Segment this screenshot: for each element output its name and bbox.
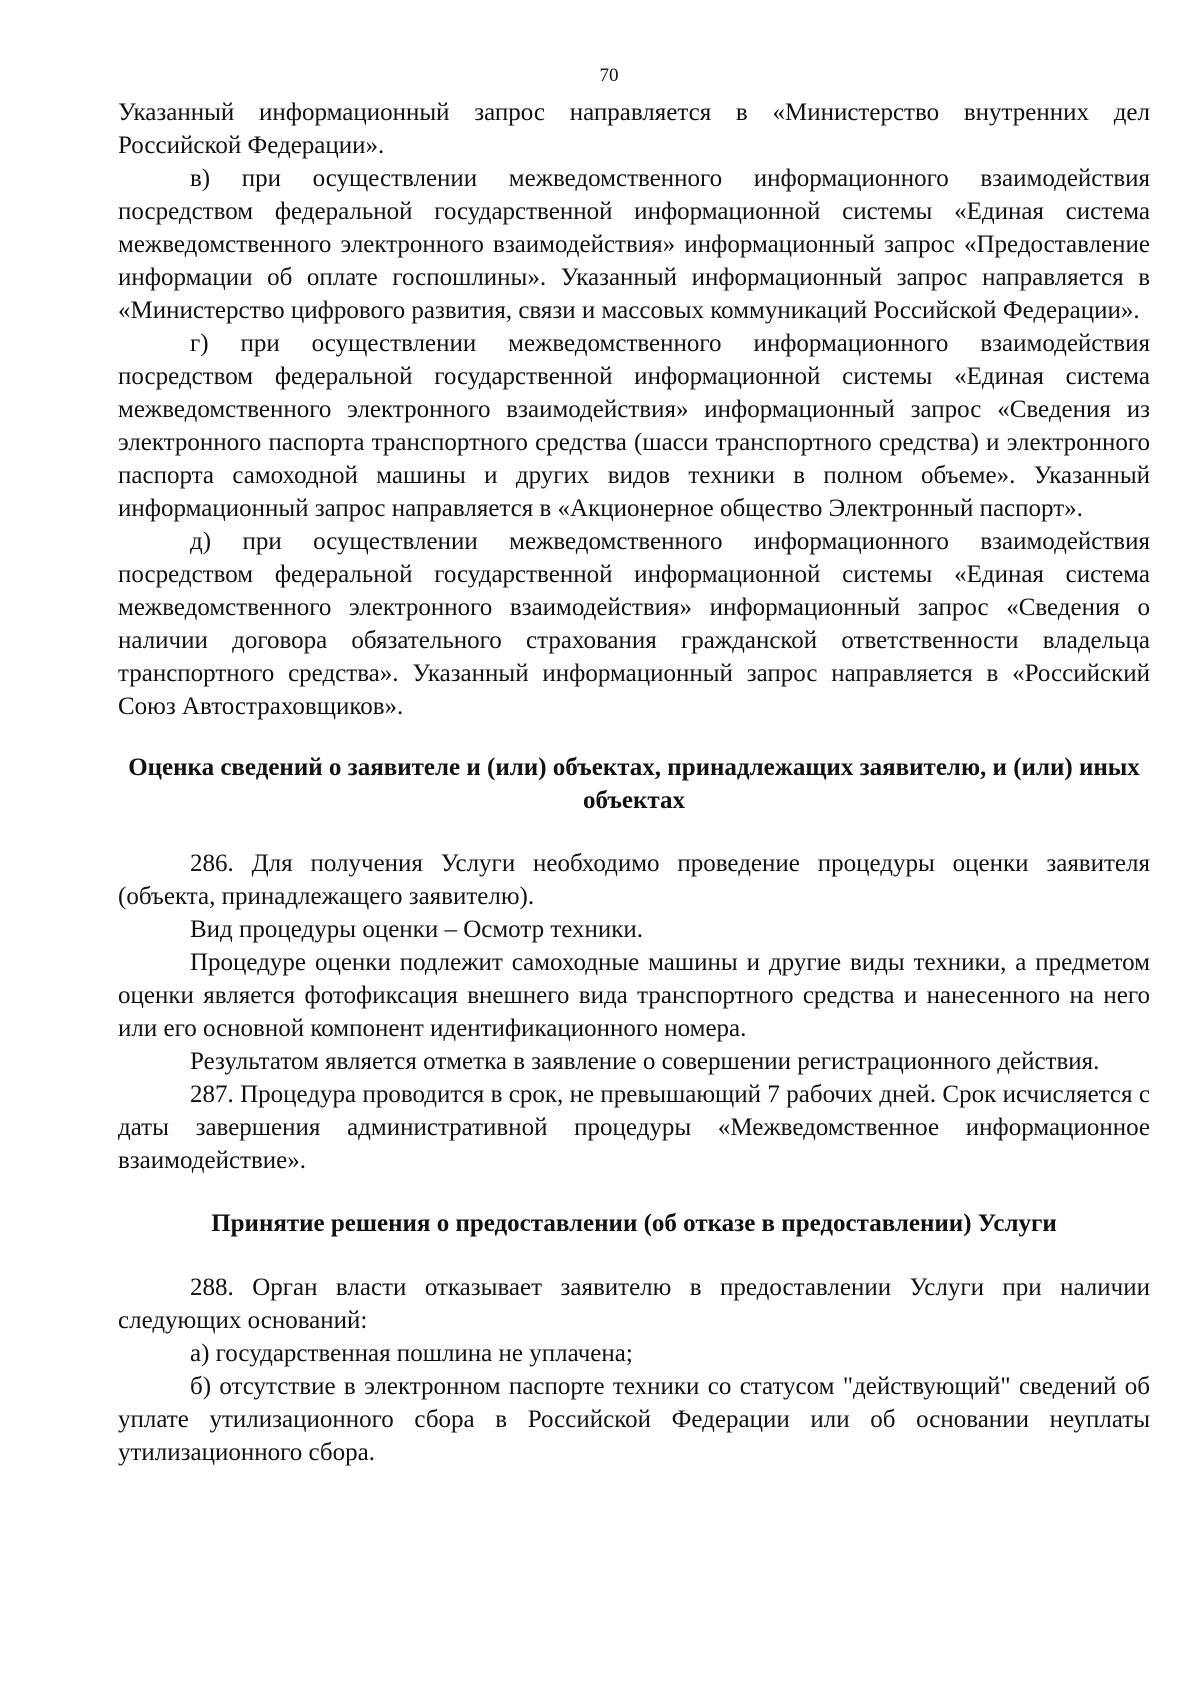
paragraph-287: 287. Процедура проводится в срок, не превышающий 7 рабочих дней. Срок исчисляется с даты завершения административной процедуры «Межведомственное информационное взаимодействие». xyxy=(118,1081,1150,1174)
paragraph-assessment-type: Вид процедуры оценки – Осмотр техники. xyxy=(190,916,644,943)
section-heading-assessment: Оценка сведений о заявителе и (или) объектах, принадлежащих заявителю, и (или) иных объектах xyxy=(128,754,1140,814)
paragraph-assessment-subject: Процедуре оценки подлежит самоходные машины и другие виды техники, а предметом оценки является фотофиксация внешнего вида транспортного средства и нанесенного на него или его основной компонент идентификационного номера. xyxy=(118,949,1150,1042)
paragraph-item-v: в) при осуществлении межведомственного информационного взаимодействия посредством федеральной государственной информационной системы «Единая система межведомственного электронного взаимодействия» информационный запрос «Предоставление информации об оплате госпошлины». Указанный информационный запрос направляется в «Министерство цифрового развития, связи и массовых коммуникаций Российской Федерации». xyxy=(118,165,1150,324)
paragraph-286: 286. Для получения Услуги необходимо проведение процедуры оценки заявителя (объекта, принадлежащего заявителю). xyxy=(118,850,1150,910)
paragraph-item-g: г) при осуществлении межведомственного информационного взаимодействия посредством федеральной государственной информационной системы «Единая система межведомственного электронного взаимодействия» информационный запрос «Сведения из электронного паспорта транспортного средства (шасси транспортного средства) и электронного паспорта самоходной машины и других видов техники в полном объеме». Указанный информационный запрос направляется в «Акционерное общество Электронный паспорт». xyxy=(118,330,1150,522)
paragraph-288: 288. Орган власти отказывает заявителю в предоставлении Услуги при наличии следующих оснований: xyxy=(118,1274,1150,1334)
page-number: 70 xyxy=(599,65,619,86)
paragraph-item-d: д) при осуществлении межведомственного информационного взаимодействия посредством федеральной государственной информационной системы «Единая система межведомственного электронного взаимодействия» информационный запрос «Сведения о наличии договора обязательного страхования гражданской ответственности владельца транспортного средства». Указанный информационный запрос направляется в «Российский Союз Автостраховщиков». xyxy=(118,528,1150,720)
paragraph-reason-b: б) отсутствие в электронном паспорте техники со статусом "действующий" сведений об уплате утилизационного сбора в Российской Федерации или об основании неуплаты утилизационного сбора. xyxy=(118,1373,1150,1466)
section-heading-decision: Принятие решения о предоставлении (об отказе в предоставлении) Услуги xyxy=(211,1210,1057,1237)
paragraph-mvd-request: Указанный информационный запрос направляется в «Министерство внутренних дел Российской Федерации». xyxy=(118,99,1150,159)
paragraph-assessment-result: Результатом является отметка в заявление о совершении регистрационного действия. xyxy=(190,1048,1100,1075)
paragraph-reason-a: а) государственная пошлина не уплачена; xyxy=(190,1340,633,1367)
